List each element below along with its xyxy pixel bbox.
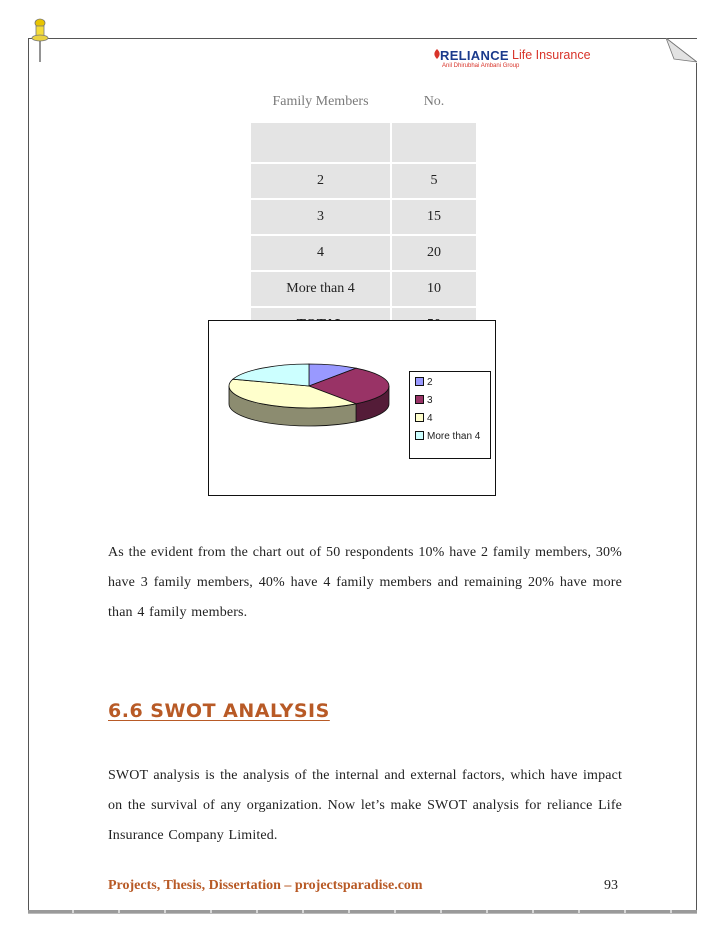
family-members-table <box>251 83 476 344</box>
table-cell: 5 <box>392 164 476 200</box>
table-header-cell: No. <box>392 83 476 123</box>
legend-item <box>415 394 433 408</box>
legend-swatch <box>415 413 424 422</box>
table-cell: 2 <box>251 164 390 200</box>
legend-item <box>415 430 480 444</box>
legend-label: 4 <box>427 413 433 424</box>
legend-swatch <box>415 377 424 386</box>
table-cell <box>251 123 390 164</box>
pushpin-icon <box>30 14 50 64</box>
legend-item <box>415 412 433 426</box>
table-cell: 3 <box>251 200 390 236</box>
table-row <box>251 272 476 308</box>
page-right-edge <box>696 62 697 911</box>
table-row <box>251 236 476 272</box>
legend-swatch <box>415 395 424 404</box>
table-cell: 10 <box>392 272 476 308</box>
pie-chart <box>208 320 496 496</box>
summary-paragraph: As the evident from the chart out of 50 respondents 10% have 2 family members, 30% have 3 family members, 40% have 4 family members and remaining 20% have more than 4 family members. <box>108 545 622 620</box>
table-row <box>251 164 476 200</box>
legend-item <box>415 376 433 390</box>
table-cell: 4 <box>251 236 390 272</box>
table-row <box>251 123 476 164</box>
table-header-cell: Family Members <box>251 83 390 123</box>
legend-label: More than 4 <box>427 431 481 442</box>
company-logo <box>434 48 614 74</box>
footer-text: Projects, Thesis, Dissertation – projectsparadise.com <box>108 878 423 893</box>
table-header-row <box>251 83 476 123</box>
logo-group: Anil Dhirubhai Ambani Group <box>442 63 520 69</box>
legend-label: 3 <box>427 395 433 406</box>
chart-legend <box>409 371 491 459</box>
logo-product: Life Insurance <box>512 48 591 62</box>
page-number: 93 <box>604 878 618 893</box>
logo-brand: RELIANCE <box>440 48 509 63</box>
table-cell <box>392 123 476 164</box>
legend-swatch <box>415 431 424 440</box>
table-cell: 20 <box>392 236 476 272</box>
legend-label: 2 <box>427 377 433 388</box>
table-cell: 15 <box>392 200 476 236</box>
swot-intro-paragraph: SWOT analysis is the analysis of the internal and external factors, which have impact on the survival of any organization. Now let’s make SWOT analysis for reliance Life Insurance Company Limited. <box>108 768 622 843</box>
section-heading: 6.6 SWOT ANALYSIS <box>108 700 330 722</box>
page-curl-icon <box>666 38 697 63</box>
page-bottom-edge-line <box>28 913 697 914</box>
table-cell: More than 4 <box>251 272 390 308</box>
table-row <box>251 200 476 236</box>
